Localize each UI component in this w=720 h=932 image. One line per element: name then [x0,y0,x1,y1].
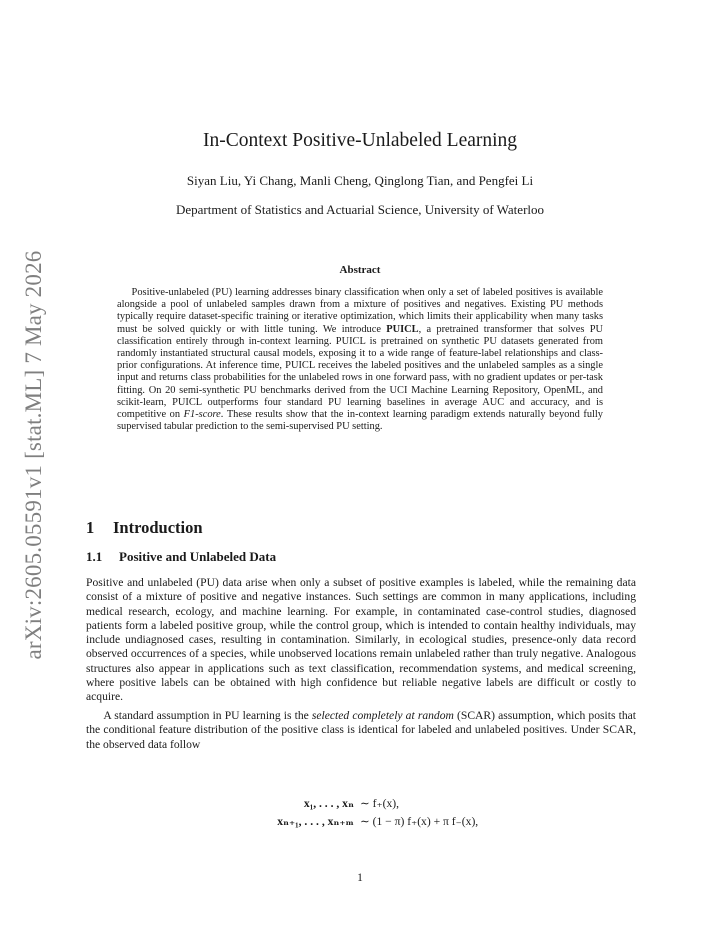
affiliation: Department of Statistics and Actuarial Science, University of Waterloo [175,202,545,217]
equation-1-rhs: ∼ f₊(x), [360,797,400,810]
section-number: 1 [86,518,95,537]
page-number: 1 [357,872,363,884]
arxiv-identifier: arXiv:2605.05591v1 [stat.ML] 7 May 2026 [21,250,46,660]
abstract-heading: Abstract [339,264,381,276]
paragraph-2-text-before: A standard assumption in PU learning is the [103,709,312,722]
paper-title: In-Context Positive-Unlabeled Learning [202,130,518,151]
f1-score-term: F1-score [183,409,221,421]
paragraph-2-text-after: (SCAR) assumption, which posits that the conditional feature distribution of the positive class is identical for labeled and unlabeled positives. Under SCAR, the observed data follow [86,709,636,751]
abstract-body [117,287,603,433]
method-name: PUICL [386,323,419,335]
scar-term: selected completely at random [311,709,454,722]
equation-2-lhs: xₙ₊₁, . . . , xₙ₊ₘ [277,815,354,828]
section-title: Introduction [113,518,203,537]
equation-1-lhs: x₁, . . . , xₙ [303,797,354,810]
paragraph-2 [86,709,636,752]
equation-2-rhs: ∼ (1 − π) f₊(x) + π f₋(x), [360,815,479,828]
author-list: Siyan Liu, Yi Chang, Manli Cheng, Qinglong Tian, and Pengfei Li [186,173,534,188]
subsection-number: 1.1 [86,549,103,564]
abstract-text-part-3: . These results show that the in-context learning paradigm extends naturally beyond fully supervised tabular prediction to the semi-supervised PU setting. [117,409,603,433]
abstract-text-part-2: , a pretrained transformer that solves PU classification entirely through in-context learning. PUICL is pretrained on synthetic PU datasets generated from randomly instantiated structural causal models, exposing it to a wide range of feature-label relationships and class-prior configurations. At inference time, PUICL receives the labeled positives and the unlabeled samples as a single input and returns class probabilities for the unlabeled rows in one forward pass, with no gradient updates or per-task fitting. On 20 semi-synthetic PU benchmarks derived from the UCI Machine Learning Repository, OpenML, and scikit-learn, PUICL outperforms four standard PU learning baselines in average AUC and accuracy, and is competitive on [117,323,603,421]
abstract-text-part-1: Positive-unlabeled (PU) learning addresses binary classification when only a set of labeled positives is available alongside a pool of unlabeled samples drawn from a mixture of positives and negatives. Existing PU methods typically require dataset-specific training or iterative optimization, which limits their applicability when many tasks must be solved quickly or with little tuning. We introduce [117,287,603,335]
subsection-heading [86,549,276,565]
paragraph-1: Positive and unlabeled (PU) data arise when only a subset of positive examples is labeled, while the remaining data consist of a mixture of positive and negative instances. Such settings are common in many applications, including medical research, ecology, and machine learning. For example, in contaminated case-control studies, diagnosed patients form a labeled positive group, while the control group, which is intended to contain healthy individuals, may include undiagnosed cases, resulting in contamination. Similarly, in ecological studies, presence-only data record observed occurrences of a species, while unobserved locations remain unlabeled rather than truly negative. Analogous structures also appear in applications such as text classification, recommendation systems, and medical screening, where positive labels can be obtained with high confidence but reliable negative labels are difficult or costly to acquire. [86,576,636,704]
section-heading [86,518,203,538]
subsection-title: Positive and Unlabeled Data [119,549,277,564]
